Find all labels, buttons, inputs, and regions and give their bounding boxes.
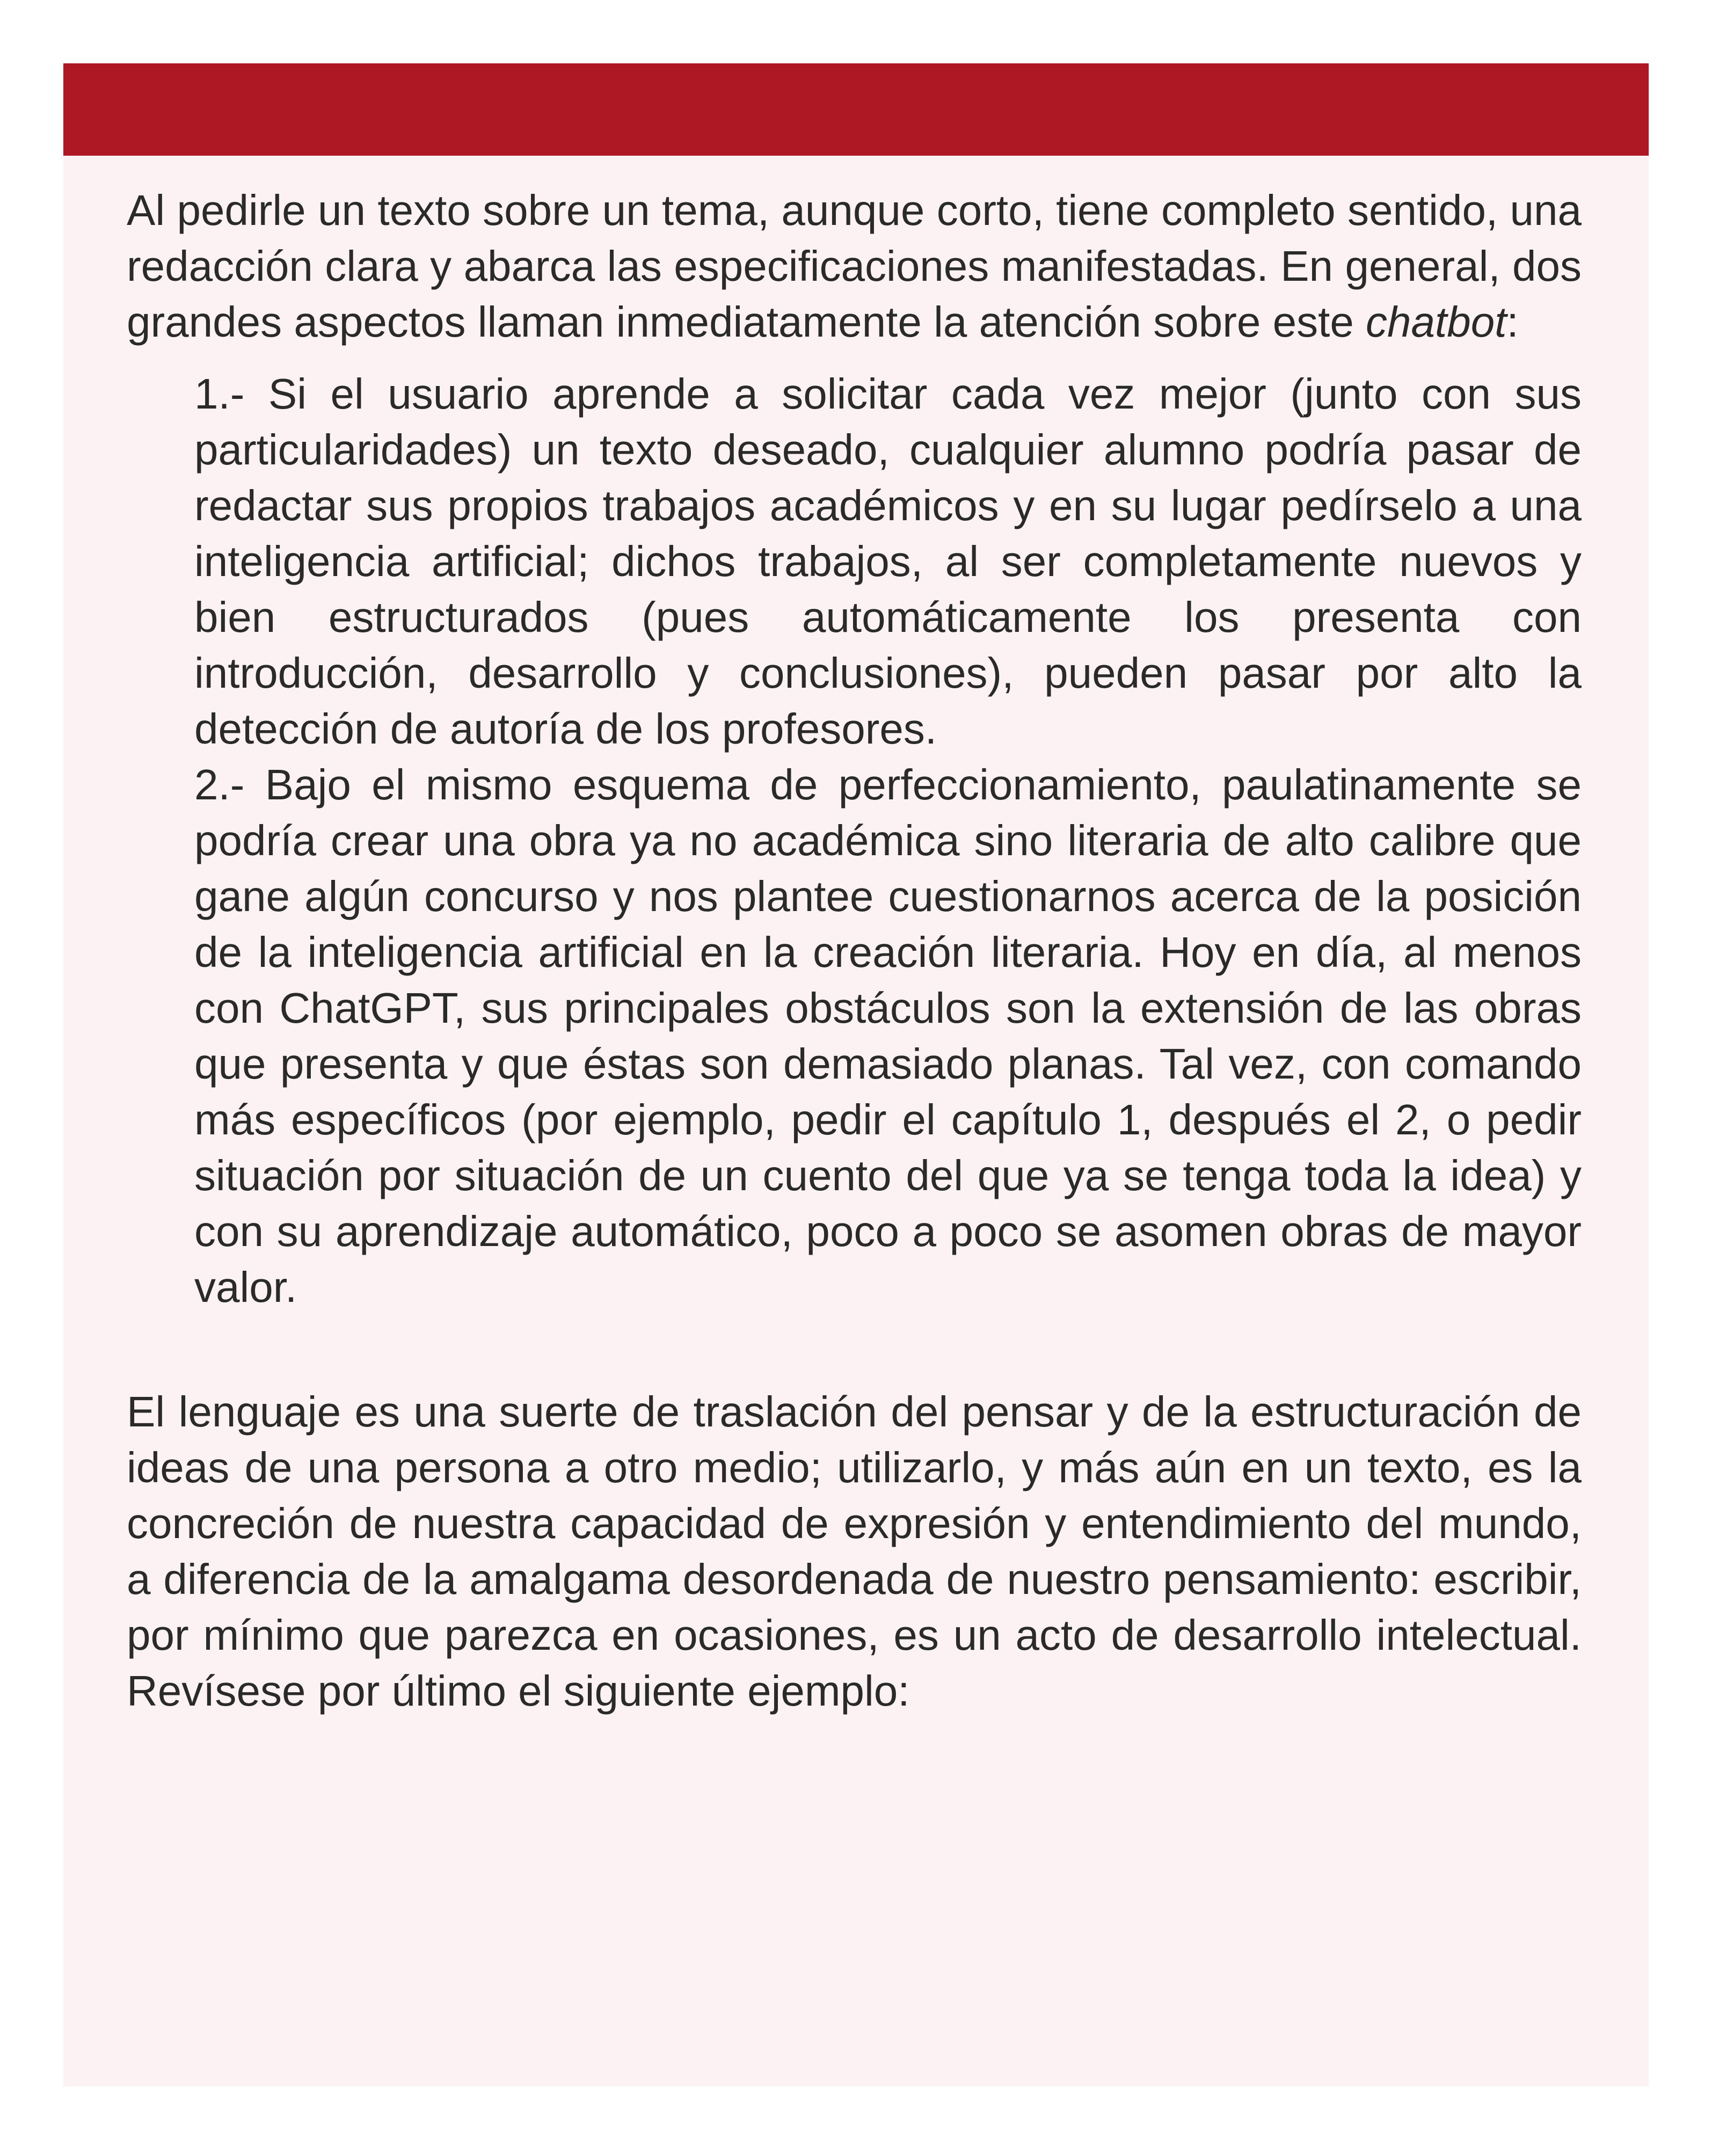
intro-paragraph <box>127 183 1582 350</box>
list-item-2: 2.- Bajo el mismo esquema de perfeccionamiento, paulatinamente se podría crear una obra ya no académica sino literaria de alto calibre que gane algún concurso y nos plantee cuestionarnos acerca de la posición de la inteligencia artificial en la creación literaria. Hoy en día, al menos con ChatGPT, sus principales obstáculos son la extensión de las obras que presenta y que éstas son demasiado planas. Tal vez, con comando más específicos (por ejemplo, pedir el capítulo 1, después el 2, o pedir situación por situación de un cuento del que ya se tenga toda la idea) y con su aprendizaje automático, poco a poco se asomen obras de mayor valor. <box>194 761 1582 1311</box>
document-body <box>127 183 1582 1719</box>
numbered-list <box>194 366 1582 1315</box>
intro-text: Al pedirle un texto sobre un tema, aunque corto, tiene completo sentido, una redacción clara y abarca las especificaciones manifestadas. En general, dos grandes aspectos llaman inmediatamente la atención sobre este <box>127 186 1582 346</box>
intro-punctuation: : <box>1506 298 1519 346</box>
list-item-1: 1.- Si el usuario aprende a solicitar cada vez mejor (junto con sus particularidades) un texto deseado, cualquier alumno podría pasar de redactar sus propios trabajos académicos y en su lugar pedírselo a una inteligencia artificial; dichos trabajos, al ser completamente nuevos y bien estructurados (pues automáticamente los presenta con introducción, desarrollo y conclusiones), pueden pasar por alto la detección de autoría de los profesores. <box>194 370 1582 753</box>
intro-italic-term: chatbot <box>1366 298 1507 346</box>
closing-paragraph: El lenguaje es una suerte de traslación del pensar y de la estructuración de ideas de una persona a otro medio; utilizarlo, y más aún en un texto, es la concreción de nuestra capacidad de expresión y entendimiento del mundo, a diferencia de la amalgama desordenada de nuestro pensamiento: escribir, por mínimo que parezca en ocasiones, es un acto de desarrollo intelectual. Revísese por último el siguiente ejemplo: <box>127 1388 1582 1715</box>
header-bar <box>63 63 1649 156</box>
